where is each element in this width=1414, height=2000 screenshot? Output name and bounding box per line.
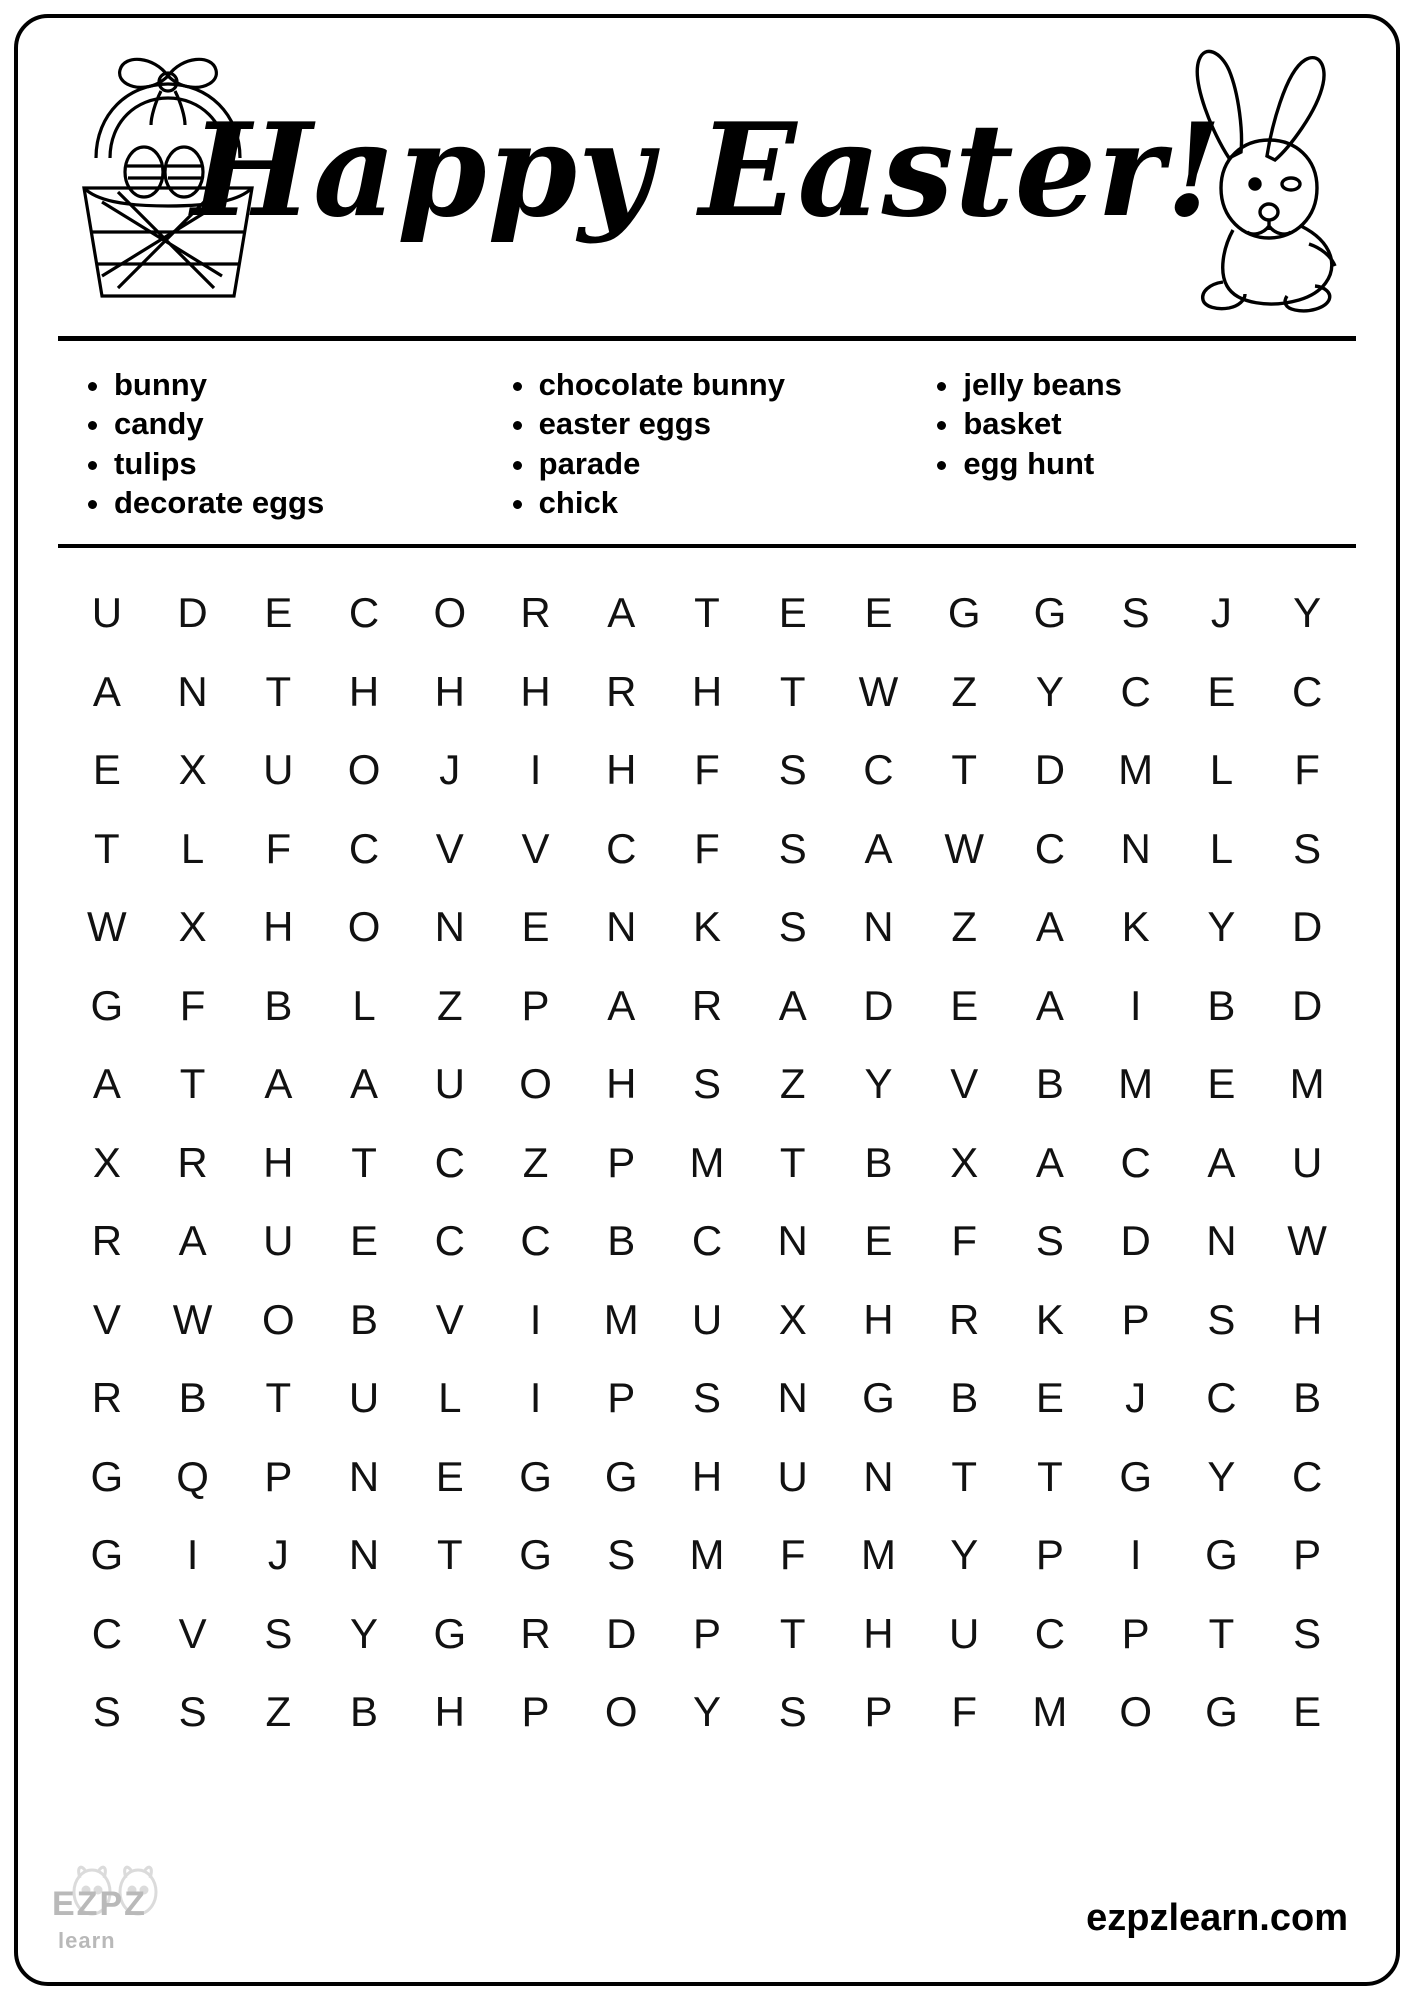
grid-cell[interactable]: O [347, 903, 381, 951]
grid-cell[interactable]: P [692, 1609, 721, 1657]
grid-cell[interactable]: Z [522, 1138, 549, 1186]
grid-cell[interactable]: U [263, 746, 294, 794]
grid-cell[interactable]: X [178, 746, 207, 794]
grid-cell[interactable]: M [603, 1295, 639, 1343]
grid-cell[interactable]: C [691, 1217, 723, 1265]
grid-cell[interactable]: T [951, 1452, 978, 1500]
grid-cell[interactable]: S [692, 1374, 721, 1422]
grid-cell[interactable]: Y [1207, 1452, 1236, 1500]
grid-cell[interactable]: W [858, 667, 899, 715]
grid-cell[interactable]: E [1207, 1060, 1236, 1108]
grid-cell[interactable]: Y [1293, 589, 1322, 637]
grid-cell[interactable]: C [520, 1217, 551, 1265]
logo-tagline: learn [58, 1928, 116, 1953]
grid-cell[interactable]: B [864, 1138, 893, 1186]
grid-cell[interactable]: G [90, 1452, 124, 1500]
grid-cell[interactable]: R [91, 1374, 123, 1422]
puzzle-grid[interactable] [64, 574, 1350, 1752]
grid-cell[interactable]: C [863, 746, 894, 794]
grid-cell[interactable]: H [863, 1609, 894, 1657]
grid-cell[interactable]: P [521, 981, 550, 1029]
grid-cell[interactable]: R [606, 667, 637, 715]
word-item: chick [539, 483, 928, 522]
grid-cell[interactable]: H [691, 667, 723, 715]
grid-cell[interactable]: U [91, 589, 123, 637]
grid-cell[interactable]: D [606, 1609, 637, 1657]
grid-cell[interactable]: E [264, 589, 293, 637]
grid-cell[interactable]: A [264, 1060, 293, 1108]
grid-cell[interactable]: S [778, 903, 807, 951]
grid-cell[interactable]: B [264, 981, 293, 1029]
grid-cell[interactable]: D [1291, 903, 1323, 951]
word-item: tulips [114, 444, 503, 483]
grid-cell[interactable]: E [1035, 1374, 1064, 1422]
grid-cell[interactable]: L [1209, 824, 1234, 872]
grid-cell[interactable]: S [778, 746, 807, 794]
grid-cell[interactable]: E [1207, 667, 1236, 715]
grid-cell[interactable]: X [778, 1295, 807, 1343]
grid-cell[interactable]: P [1121, 1295, 1150, 1343]
grid-cell[interactable]: W [944, 824, 985, 872]
grid-cell[interactable]: N [777, 1374, 808, 1422]
grid-cell[interactable]: T [265, 1374, 292, 1422]
worksheet-footer [18, 1858, 1396, 1968]
grid-cell[interactable]: A [864, 824, 893, 872]
grid-cell[interactable]: R [177, 1138, 208, 1186]
grid-cell[interactable]: O [519, 1060, 552, 1108]
word-item: jelly beans [963, 365, 1352, 404]
puzzle-grid-wrap [18, 548, 1396, 1752]
word-item: parade [539, 444, 928, 483]
grid-cell[interactable]: Y [350, 1609, 379, 1657]
grid-cell[interactable]: C [1291, 1452, 1323, 1500]
grid-cell[interactable]: H [1291, 1295, 1323, 1343]
grid-cell[interactable]: B [950, 1374, 979, 1422]
grid-cell[interactable]: D [1291, 981, 1323, 1029]
site-url: ezpzlearn.com [1086, 1897, 1348, 1939]
grid-cell[interactable]: F [179, 981, 206, 1029]
grid-cell[interactable]: Z [951, 903, 978, 951]
grid-cell[interactable]: A [1035, 1138, 1064, 1186]
grid-cell[interactable]: I [529, 746, 542, 794]
word-item: bunny [114, 365, 503, 404]
grid-cell[interactable]: Y [950, 1531, 979, 1579]
grid-cell[interactable]: N [777, 1217, 808, 1265]
grid-cell[interactable]: R [691, 981, 723, 1029]
grid-cell[interactable]: B [607, 1217, 636, 1265]
grid-cell[interactable]: Q [176, 1452, 209, 1500]
grid-cell[interactable]: A [1035, 903, 1064, 951]
grid-cell[interactable]: G [1119, 1452, 1152, 1500]
grid-cell[interactable]: S [607, 1531, 636, 1579]
grid-cell[interactable]: V [521, 824, 550, 872]
grid-cell[interactable]: G [1205, 1688, 1238, 1736]
grid-cell[interactable]: G [947, 589, 981, 637]
grid-cell[interactable]: B [350, 1688, 379, 1736]
grid-cell[interactable]: H [263, 1138, 294, 1186]
grid-cell[interactable]: X [92, 1138, 121, 1186]
grid-cell[interactable]: C [1206, 1374, 1237, 1422]
grid-cell[interactable]: L [1209, 746, 1234, 794]
grid-cell[interactable]: M [689, 1531, 725, 1579]
grid-cell[interactable]: S [1207, 1295, 1236, 1343]
grid-cell[interactable]: E [350, 1217, 379, 1265]
grid-cell[interactable]: S [778, 1688, 807, 1736]
grid-cell[interactable]: E [435, 1452, 464, 1500]
grid-cell[interactable]: L [352, 981, 376, 1029]
grid-cell[interactable]: N [348, 1452, 380, 1500]
bunny-icon [1159, 38, 1374, 318]
grid-cell[interactable]: S [692, 1060, 721, 1108]
grid-cell[interactable]: E [864, 589, 893, 637]
grid-cell[interactable]: H [606, 746, 637, 794]
word-item: decorate eggs [114, 483, 503, 522]
word-item: egg hunt [963, 444, 1352, 483]
grid-cell[interactable]: U [777, 1452, 808, 1500]
grid-cell[interactable]: S [1121, 589, 1150, 637]
grid-cell[interactable]: P [1293, 1531, 1322, 1579]
worksheet-sheet [14, 14, 1400, 1986]
grid-cell[interactable]: J [1125, 1374, 1147, 1422]
grid-cell[interactable]: N [1120, 824, 1151, 872]
grid-cell[interactable]: S [1035, 1217, 1064, 1265]
word-list-column-3 [927, 365, 1352, 522]
grid-cell[interactable]: N [606, 903, 637, 951]
grid-cell[interactable]: T [779, 667, 806, 715]
grid-cell[interactable]: D [1120, 1217, 1151, 1265]
grid-cell[interactable]: F [694, 746, 720, 794]
worksheet-header [18, 18, 1396, 336]
grid-cell[interactable]: C [91, 1609, 123, 1657]
grid-cell[interactable]: T [265, 667, 292, 715]
grid-cell[interactable]: R [91, 1217, 123, 1265]
grid-cell[interactable]: C [1034, 1609, 1066, 1657]
grid-cell[interactable]: A [92, 667, 121, 715]
grid-cell[interactable]: O [1119, 1688, 1152, 1736]
grid-cell[interactable]: M [689, 1138, 725, 1186]
grid-cell[interactable]: A [607, 981, 636, 1029]
grid-cell[interactable]: K [1121, 903, 1150, 951]
word-list [18, 341, 1396, 544]
grid-cell[interactable]: V [435, 824, 464, 872]
grid-cell[interactable]: C [348, 589, 380, 637]
grid-cell[interactable]: O [347, 746, 381, 794]
grid-cell[interactable]: W [172, 1295, 213, 1343]
grid-cell[interactable]: G [1033, 589, 1067, 637]
grid-cell[interactable]: U [949, 1609, 980, 1657]
grid-cell[interactable]: I [1129, 1531, 1142, 1579]
grid-cell[interactable]: P [521, 1688, 550, 1736]
grid-cell[interactable]: Z [436, 981, 463, 1029]
grid-cell[interactable]: A [1035, 981, 1064, 1029]
grid-cell[interactable]: Y [1035, 667, 1064, 715]
grid-cell[interactable]: I [529, 1374, 542, 1422]
grid-cell[interactable]: N [434, 903, 465, 951]
grid-cell[interactable]: T [1208, 1609, 1235, 1657]
grid-cell[interactable]: V [92, 1295, 121, 1343]
grid-cell[interactable]: R [949, 1295, 980, 1343]
grid-cell[interactable]: C [1120, 1138, 1151, 1186]
grid-cell[interactable]: K [1035, 1295, 1064, 1343]
grid-cell[interactable]: T [951, 746, 978, 794]
grid-cell[interactable]: P [607, 1138, 636, 1186]
grid-cell[interactable]: P [1035, 1531, 1064, 1579]
grid-cell[interactable]: E [864, 1217, 893, 1265]
grid-cell[interactable]: D [177, 589, 208, 637]
word-list-column-2 [503, 365, 928, 522]
grid-cell[interactable]: H [263, 903, 294, 951]
grid-cell[interactable]: T [779, 1609, 806, 1657]
word-item: candy [114, 404, 503, 443]
grid-cell[interactable]: T [351, 1138, 377, 1186]
grid-cell[interactable]: H [606, 1060, 637, 1108]
grid-cell[interactable]: R [520, 1609, 551, 1657]
grid-cell[interactable]: G [90, 981, 124, 1029]
grid-cell[interactable]: Y [692, 1688, 721, 1736]
grid-cell[interactable]: F [951, 1688, 978, 1736]
grid-cell[interactable]: A [178, 1217, 207, 1265]
grid-cell[interactable]: N [1206, 1217, 1237, 1265]
grid-cell[interactable]: U [691, 1295, 723, 1343]
grid-cell[interactable]: T [436, 1531, 463, 1579]
grid-cell[interactable]: V [178, 1609, 207, 1657]
grid-cell[interactable]: N [177, 667, 208, 715]
grid-cell[interactable]: G [862, 1374, 895, 1422]
grid-cell[interactable]: T [94, 824, 120, 872]
grid-cell[interactable]: E [950, 981, 979, 1029]
grid-cell[interactable]: H [348, 667, 380, 715]
grid-cell[interactable]: N [863, 1452, 894, 1500]
word-item: chocolate bunny [539, 365, 928, 404]
grid-cell[interactable]: O [261, 1295, 295, 1343]
grid-cell[interactable]: H [863, 1295, 894, 1343]
grid-cell[interactable]: B [1207, 981, 1236, 1029]
grid-cell[interactable]: G [433, 1609, 467, 1657]
grid-cell[interactable]: S [1293, 1609, 1322, 1657]
grid-cell[interactable]: C [434, 1138, 465, 1186]
grid-cell[interactable]: C [1120, 667, 1151, 715]
grid-cell[interactable]: I [1129, 981, 1142, 1029]
grid-cell[interactable]: H [691, 1452, 723, 1500]
grid-cell[interactable]: B [178, 1374, 207, 1422]
grid-cell[interactable]: A [1207, 1138, 1236, 1186]
grid-cell[interactable]: M [1032, 1688, 1068, 1736]
grid-cell[interactable]: S [92, 1688, 121, 1736]
grid-cell[interactable]: G [519, 1531, 552, 1579]
grid-cell[interactable]: O [604, 1688, 638, 1736]
grid-cell[interactable]: J [1210, 589, 1232, 637]
grid-cell[interactable]: P [864, 1688, 893, 1736]
grid-cell[interactable]: D [1034, 746, 1066, 794]
grid-cell[interactable]: P [1121, 1609, 1150, 1657]
grid-cell[interactable]: P [607, 1374, 636, 1422]
grid-cell[interactable]: S [264, 1609, 293, 1657]
grid-cell[interactable]: J [267, 1531, 289, 1579]
grid-cell[interactable]: D [863, 981, 894, 1029]
grid-cell[interactable]: V [950, 1060, 979, 1108]
grid-cell[interactable]: T [1037, 1452, 1063, 1500]
word-list-column-1 [78, 365, 503, 522]
grid-cell[interactable]: F [779, 1531, 806, 1579]
grid-cell[interactable]: B [350, 1295, 379, 1343]
grid-cell[interactable]: U [348, 1374, 380, 1422]
grid-cell[interactable]: F [951, 1217, 978, 1265]
word-item: basket [963, 404, 1352, 443]
grid-cell[interactable]: C [606, 824, 637, 872]
grid-cell[interactable]: E [521, 903, 550, 951]
grid-cell[interactable]: B [1035, 1060, 1064, 1108]
grid-cell[interactable]: T [779, 1138, 806, 1186]
grid-cell[interactable]: K [692, 903, 721, 951]
grid-cell[interactable]: Z [779, 1060, 806, 1108]
grid-cell[interactable]: H [520, 667, 551, 715]
grid-cell[interactable]: I [529, 1295, 542, 1343]
grid-cell[interactable]: X [178, 903, 207, 951]
grid-cell[interactable]: J [439, 746, 461, 794]
grid-cell[interactable]: V [435, 1295, 464, 1343]
grid-cell[interactable]: M [1118, 746, 1154, 794]
grid-cell[interactable]: C [434, 1217, 465, 1265]
grid-cell[interactable]: C [1291, 667, 1323, 715]
grid-cell[interactable]: A [92, 1060, 121, 1108]
grid-cell[interactable]: N [348, 1531, 380, 1579]
grid-cell[interactable]: I [186, 1531, 199, 1579]
grid-cell[interactable]: N [863, 903, 894, 951]
grid-cell[interactable]: R [520, 589, 551, 637]
grid-cell[interactable]: M [1289, 1060, 1325, 1108]
grid-cell[interactable]: A [607, 589, 636, 637]
grid-cell[interactable]: S [178, 1688, 207, 1736]
grid-cell[interactable]: G [519, 1452, 552, 1500]
grid-cell[interactable]: G [90, 1531, 124, 1579]
grid-cell[interactable]: W [1287, 1217, 1327, 1265]
grid-cell[interactable]: E [778, 589, 807, 637]
grid-cell[interactable]: T [694, 589, 720, 637]
grid-cell[interactable]: X [950, 1138, 979, 1186]
grid-cell[interactable]: F [694, 824, 720, 872]
grid-cell[interactable]: O [433, 589, 467, 637]
grid-cell[interactable]: F [1294, 746, 1320, 794]
grid-cell[interactable]: M [860, 1531, 896, 1579]
grid-cell[interactable]: C [1034, 824, 1066, 872]
grid-cell[interactable]: U [263, 1217, 294, 1265]
logo-wordmark: EZPZ [52, 1885, 147, 1923]
word-item: easter eggs [539, 404, 928, 443]
grid-cell[interactable]: F [265, 824, 292, 872]
grid-cell[interactable]: B [1293, 1374, 1322, 1422]
grid-cell[interactable]: Z [951, 667, 978, 715]
grid-cell[interactable]: C [348, 824, 380, 872]
grid-cell[interactable]: G [1205, 1531, 1238, 1579]
grid-cell[interactable]: W [87, 903, 127, 951]
grid-cell[interactable]: H [434, 1688, 465, 1736]
grid-cell[interactable]: A [778, 981, 807, 1029]
grid-cell[interactable]: L [438, 1374, 462, 1422]
grid-cell[interactable]: M [1118, 1060, 1154, 1108]
page-title: Happy Easter! [191, 96, 1223, 246]
grid-cell[interactable]: G [604, 1452, 638, 1500]
grid-cell[interactable]: L [180, 824, 205, 872]
grid-cell[interactable]: P [264, 1452, 293, 1500]
grid-cell[interactable]: S [1293, 824, 1322, 872]
grid-cell[interactable]: E [92, 746, 121, 794]
grid-cell[interactable]: E [1293, 1688, 1322, 1736]
grid-cell[interactable]: A [350, 1060, 379, 1108]
grid-cell[interactable]: Y [864, 1060, 893, 1108]
grid-cell[interactable]: S [778, 824, 807, 872]
grid-cell[interactable]: Z [265, 1688, 292, 1736]
grid-cell[interactable]: U [1291, 1138, 1323, 1186]
grid-cell[interactable]: T [179, 1060, 206, 1108]
grid-cell[interactable]: Y [1207, 903, 1236, 951]
grid-cell[interactable]: U [434, 1060, 465, 1108]
grid-cell[interactable]: H [434, 667, 465, 715]
